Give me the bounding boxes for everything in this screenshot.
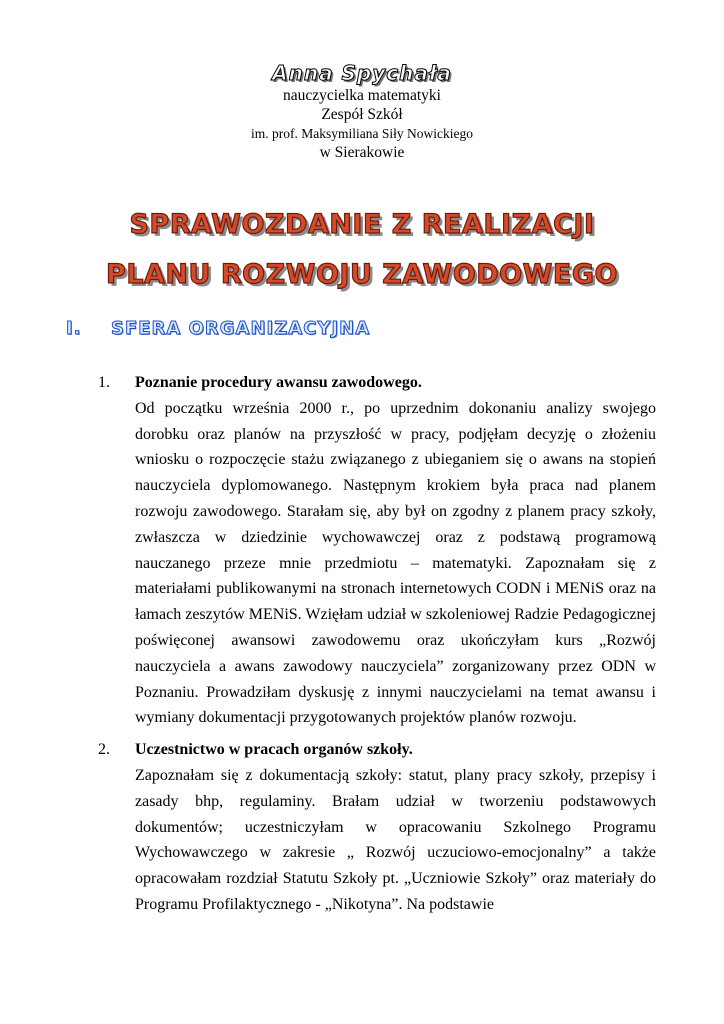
item-heading: Poznanie procedury awansu zawodowego. xyxy=(135,374,422,391)
author-block xyxy=(0,60,724,162)
item-heading: Uczestnictwo w pracach organów szkoły. xyxy=(135,741,413,759)
list-item xyxy=(98,370,656,731)
section-label: SFERA ORGANIZACYJNA xyxy=(111,318,371,339)
item-body: Zapoznałam się z dokumentacją szkoły: statut, plany pracy szkoły, przepisy i zasady bhp, regulaminy. Brałam udział w tworzeniu podstawowych dokumentów; uczestniczyłam w opracowaniu Szkolnego Programu Wychowawczego w zakresie „ Rozwój uczuciowo-emocjonalny” a także opracowałam rozdział Statutu Szkoły pt. „Uczniowie Szkoły” oraz materiały do Programu Profilaktycznego - „Nikotyna”. Na podstawie xyxy=(135,766,656,913)
title-line-2: PLANU ROZWOJU ZAWODOWEGO xyxy=(106,259,618,290)
list-item xyxy=(98,737,656,918)
item-number: 2. xyxy=(98,741,110,759)
item-number: 1. xyxy=(98,374,110,391)
item-list xyxy=(0,370,724,924)
author-role: nauczycielka matematyki xyxy=(283,87,441,104)
title-line-1: SPRAWOZDANIE Z REALIZACJI xyxy=(129,209,595,240)
author-city: w Sierakowie xyxy=(319,144,405,161)
author-school: Zespół Szkół xyxy=(321,106,403,123)
section-number: I. xyxy=(66,318,82,339)
author-name: Anna Spychała xyxy=(272,61,452,85)
author-school-patron: im. prof. Maksymiliana Siły Nowickiego xyxy=(251,126,473,141)
document-title xyxy=(0,200,724,300)
section-heading xyxy=(66,318,666,346)
item-body: Od początku września 2000 r., po uprzednim dokonaniu analizy swojego dorobku oraz planów na przyszłość w pracy, podjęłam decyzję o złożeniu wniosku o rozpoczęcie stażu związanego z ubieganiem się o awans na stopień nauczyciela dyplomowanego. Następnym krokiem była praca nad planem rozwoju zawodowego. Starałam się, aby był on zgodny z planem pracy szkoły, zwłaszcza w dziedzinie wychowawczej oraz z podstawą programową nauczanego przeze mnie przedmiotu – matematyki. Zapoznałam się z materiałami publikowanymi na stronach internetowych CODN i MENiS oraz na łamach zeszytów MENiS. Wzięłam udział w szkoleniowej Radzie Pedagogicznej poświęconej awansowi zawodowemu oraz ukończyłam kurs „Rozwój nauczyciela a awans zawodowy nauczyciela” zorganizowany przez ODN w Poznaniu. Prowadziłam dyskusję z innymi nauczycielami na temat awansu i wymiany dokumentacji przygotowanych projektów planów rozwoju. xyxy=(135,399,656,727)
